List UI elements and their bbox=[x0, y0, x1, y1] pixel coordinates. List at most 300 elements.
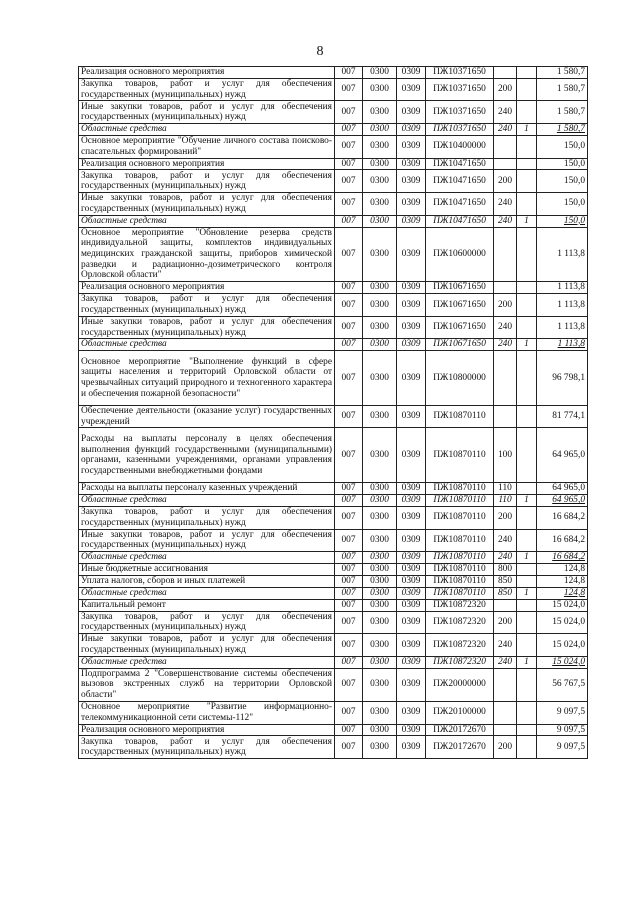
target-article: ПЖ10671650 bbox=[426, 339, 494, 351]
amount: 15 024,0 bbox=[537, 634, 588, 657]
table-row bbox=[79, 124, 588, 136]
subsection-code: 0309 bbox=[397, 736, 426, 759]
funding-source bbox=[517, 316, 537, 339]
expense-type bbox=[494, 227, 517, 282]
section-code: 0300 bbox=[363, 193, 397, 216]
section-code: 0300 bbox=[363, 506, 397, 529]
subsection-code: 0309 bbox=[397, 552, 426, 564]
ministry-code: 007 bbox=[335, 215, 363, 227]
section-code: 0300 bbox=[363, 495, 397, 507]
row-name: Основное мероприятие "Обновление резерва средств индивидуальной защиты, комплектов индивидуальных медицинских гражданской защиты, приборов химической разведки и радиационно-дозиметрического контроля Орловской области" bbox=[79, 227, 335, 282]
funding-source bbox=[517, 529, 537, 552]
expense-type bbox=[494, 158, 517, 170]
row-name: Иные закупки товаров, работ и услуг для обеспечения государственных (муниципальных) нужд bbox=[79, 193, 335, 216]
table-row bbox=[79, 634, 588, 657]
expense-type: 800 bbox=[494, 564, 517, 576]
funding-source bbox=[517, 170, 537, 193]
target-article: ПЖ10400000 bbox=[426, 135, 494, 158]
section-code: 0300 bbox=[363, 339, 397, 351]
target-article: ПЖ20172670 bbox=[426, 736, 494, 759]
table-row bbox=[79, 428, 588, 483]
table-row bbox=[79, 483, 588, 495]
ministry-code: 007 bbox=[335, 529, 363, 552]
expense-type: 240 bbox=[494, 656, 517, 668]
section-code: 0300 bbox=[363, 552, 397, 564]
section-code: 0300 bbox=[363, 67, 397, 79]
row-name: Реализация основного мероприятия bbox=[79, 67, 335, 79]
ministry-code: 007 bbox=[335, 405, 363, 428]
table-row bbox=[79, 193, 588, 216]
amount: 15 024,0 bbox=[537, 611, 588, 634]
section-code: 0300 bbox=[363, 316, 397, 339]
row-name: Иные бюджетные ассигнования bbox=[79, 564, 335, 576]
ministry-code: 007 bbox=[335, 227, 363, 282]
ministry-code: 007 bbox=[335, 282, 363, 294]
funding-source bbox=[517, 405, 537, 428]
amount: 1 580,7 bbox=[537, 101, 588, 124]
section-code: 0300 bbox=[363, 215, 397, 227]
subsection-code: 0309 bbox=[397, 227, 426, 282]
subsection-code: 0309 bbox=[397, 67, 426, 79]
subsection-code: 0309 bbox=[397, 724, 426, 736]
row-name: Расходы на выплаты персоналу в целях обеспечения выполнения функций государственными (муниципальными) органами, казенными учреждениями, органами управления государственными внебюджетными фондами bbox=[79, 428, 335, 483]
subsection-code: 0309 bbox=[397, 634, 426, 657]
row-name: Подпрограмма 2 "Совершенствование системы обеспечения вызовов экстренных служб на территории Орловской области" bbox=[79, 668, 335, 701]
table-row bbox=[79, 158, 588, 170]
expense-type: 850 bbox=[494, 575, 517, 587]
target-article: ПЖ20100000 bbox=[426, 701, 494, 724]
expense-type: 200 bbox=[494, 611, 517, 634]
table-row bbox=[79, 495, 588, 507]
row-name: Реализация основного мероприятия bbox=[79, 724, 335, 736]
row-name: Закупка товаров, работ и услуг для обеспечения государственных (муниципальных) нужд bbox=[79, 506, 335, 529]
section-code: 0300 bbox=[363, 227, 397, 282]
funding-source bbox=[517, 564, 537, 576]
ministry-code: 007 bbox=[335, 483, 363, 495]
ministry-code: 007 bbox=[335, 564, 363, 576]
row-name: Закупка товаров, работ и услуг для обеспечения государственных (муниципальных) нужд bbox=[79, 170, 335, 193]
amount: 15 024,0 bbox=[537, 656, 588, 668]
ministry-code: 007 bbox=[335, 599, 363, 611]
ministry-code: 007 bbox=[335, 587, 363, 599]
table-row bbox=[79, 67, 588, 79]
funding-source bbox=[517, 67, 537, 79]
subsection-code: 0309 bbox=[397, 215, 426, 227]
funding-source bbox=[517, 135, 537, 158]
ministry-code: 007 bbox=[335, 495, 363, 507]
ministry-code: 007 bbox=[335, 294, 363, 317]
subsection-code: 0309 bbox=[397, 316, 426, 339]
amount: 81 774,1 bbox=[537, 405, 588, 428]
table-row bbox=[79, 294, 588, 317]
ministry-code: 007 bbox=[335, 611, 363, 634]
subsection-code: 0309 bbox=[397, 405, 426, 428]
ministry-code: 007 bbox=[335, 193, 363, 216]
expense-type: 240 bbox=[494, 634, 517, 657]
target-article: ПЖ10870110 bbox=[426, 506, 494, 529]
table-row bbox=[79, 78, 588, 101]
table-row bbox=[79, 736, 588, 759]
subsection-code: 0309 bbox=[397, 158, 426, 170]
amount: 150,0 bbox=[537, 170, 588, 193]
ministry-code: 007 bbox=[335, 634, 363, 657]
target-article: ПЖ10872320 bbox=[426, 599, 494, 611]
amount: 9 097,5 bbox=[537, 701, 588, 724]
table-row bbox=[79, 575, 588, 587]
subsection-code: 0309 bbox=[397, 564, 426, 576]
section-code: 0300 bbox=[363, 124, 397, 136]
subsection-code: 0309 bbox=[397, 483, 426, 495]
funding-source bbox=[517, 575, 537, 587]
subsection-code: 0309 bbox=[397, 351, 426, 406]
expense-type bbox=[494, 67, 517, 79]
row-name: Областные средства bbox=[79, 552, 335, 564]
target-article: ПЖ20172670 bbox=[426, 724, 494, 736]
target-article: ПЖ10471650 bbox=[426, 193, 494, 216]
funding-source bbox=[517, 428, 537, 483]
funding-source bbox=[517, 158, 537, 170]
table-row bbox=[79, 656, 588, 668]
row-name: Областные средства bbox=[79, 495, 335, 507]
row-name: Иные закупки товаров, работ и услуг для обеспечения государственных (муниципальных) нужд bbox=[79, 316, 335, 339]
funding-source: 1 bbox=[517, 339, 537, 351]
subsection-code: 0309 bbox=[397, 282, 426, 294]
table-row bbox=[79, 405, 588, 428]
subsection-code: 0309 bbox=[397, 495, 426, 507]
ministry-code: 007 bbox=[335, 170, 363, 193]
section-code: 0300 bbox=[363, 736, 397, 759]
table-row bbox=[79, 316, 588, 339]
target-article: ПЖ10872320 bbox=[426, 611, 494, 634]
subsection-code: 0309 bbox=[397, 611, 426, 634]
subsection-code: 0309 bbox=[397, 101, 426, 124]
row-name: Областные средства bbox=[79, 587, 335, 599]
section-code: 0300 bbox=[363, 668, 397, 701]
target-article: ПЖ10872320 bbox=[426, 634, 494, 657]
amount: 1 113,8 bbox=[537, 316, 588, 339]
amount: 1 113,8 bbox=[537, 227, 588, 282]
target-article: ПЖ10870110 bbox=[426, 483, 494, 495]
target-article: ПЖ10870110 bbox=[426, 405, 494, 428]
table-body bbox=[79, 67, 588, 759]
ministry-code: 007 bbox=[335, 668, 363, 701]
row-name: Областные средства bbox=[79, 215, 335, 227]
funding-source bbox=[517, 724, 537, 736]
row-name: Закупка товаров, работ и услуг для обеспечения государственных (муниципальных) нужд bbox=[79, 294, 335, 317]
target-article: ПЖ10471650 bbox=[426, 170, 494, 193]
ministry-code: 007 bbox=[335, 67, 363, 79]
ministry-code: 007 bbox=[335, 339, 363, 351]
expense-type: 240 bbox=[494, 193, 517, 216]
ministry-code: 007 bbox=[335, 316, 363, 339]
section-code: 0300 bbox=[363, 405, 397, 428]
subsection-code: 0309 bbox=[397, 339, 426, 351]
funding-source: 1 bbox=[517, 124, 537, 136]
target-article: ПЖ10371650 bbox=[426, 101, 494, 124]
subsection-code: 0309 bbox=[397, 294, 426, 317]
table-row bbox=[79, 552, 588, 564]
target-article: ПЖ10870110 bbox=[426, 564, 494, 576]
table-row bbox=[79, 611, 588, 634]
table-row bbox=[79, 506, 588, 529]
ministry-code: 007 bbox=[335, 736, 363, 759]
section-code: 0300 bbox=[363, 656, 397, 668]
amount: 1 113,8 bbox=[537, 282, 588, 294]
target-article: ПЖ10371650 bbox=[426, 124, 494, 136]
expense-type: 200 bbox=[494, 506, 517, 529]
amount: 150,0 bbox=[537, 193, 588, 216]
subsection-code: 0309 bbox=[397, 668, 426, 701]
target-article: ПЖ20000000 bbox=[426, 668, 494, 701]
ministry-code: 007 bbox=[335, 656, 363, 668]
target-article: ПЖ10471650 bbox=[426, 215, 494, 227]
budget-table bbox=[78, 66, 588, 759]
ministry-code: 007 bbox=[335, 552, 363, 564]
ministry-code: 007 bbox=[335, 575, 363, 587]
ministry-code: 007 bbox=[335, 506, 363, 529]
section-code: 0300 bbox=[363, 282, 397, 294]
expense-type: 100 bbox=[494, 428, 517, 483]
table-row bbox=[79, 564, 588, 576]
ministry-code: 007 bbox=[335, 135, 363, 158]
amount: 96 798,1 bbox=[537, 351, 588, 406]
amount: 64 965,0 bbox=[537, 495, 588, 507]
expense-type: 240 bbox=[494, 101, 517, 124]
row-name: Расходы на выплаты персоналу казенных учреждений bbox=[79, 483, 335, 495]
table-row bbox=[79, 170, 588, 193]
table-row bbox=[79, 529, 588, 552]
funding-source: 1 bbox=[517, 552, 537, 564]
funding-source bbox=[517, 634, 537, 657]
expense-type: 240 bbox=[494, 124, 517, 136]
subsection-code: 0309 bbox=[397, 78, 426, 101]
funding-source bbox=[517, 736, 537, 759]
row-name: Областные средства bbox=[79, 656, 335, 668]
target-article: ПЖ10671650 bbox=[426, 294, 494, 317]
target-article: ПЖ10471650 bbox=[426, 158, 494, 170]
expense-type: 240 bbox=[494, 529, 517, 552]
funding-source bbox=[517, 227, 537, 282]
subsection-code: 0309 bbox=[397, 587, 426, 599]
target-article: ПЖ10870110 bbox=[426, 575, 494, 587]
expense-type bbox=[494, 135, 517, 158]
ministry-code: 007 bbox=[335, 78, 363, 101]
row-name: Иные закупки товаров, работ и услуг для обеспечения государственных (муниципальных) нужд bbox=[79, 101, 335, 124]
amount: 124,8 bbox=[537, 564, 588, 576]
subsection-code: 0309 bbox=[397, 529, 426, 552]
section-code: 0300 bbox=[363, 135, 397, 158]
target-article: ПЖ10671650 bbox=[426, 316, 494, 339]
expense-type: 240 bbox=[494, 316, 517, 339]
expense-type: 110 bbox=[494, 483, 517, 495]
section-code: 0300 bbox=[363, 101, 397, 124]
funding-source bbox=[517, 611, 537, 634]
amount: 150,0 bbox=[537, 215, 588, 227]
subsection-code: 0309 bbox=[397, 575, 426, 587]
section-code: 0300 bbox=[363, 599, 397, 611]
table-row bbox=[79, 599, 588, 611]
row-name: Областные средства bbox=[79, 124, 335, 136]
table-row bbox=[79, 135, 588, 158]
section-code: 0300 bbox=[363, 483, 397, 495]
expense-type: 200 bbox=[494, 294, 517, 317]
amount: 64 965,0 bbox=[537, 428, 588, 483]
table-row bbox=[79, 215, 588, 227]
target-article: ПЖ10870110 bbox=[426, 587, 494, 599]
section-code: 0300 bbox=[363, 294, 397, 317]
amount: 1 580,7 bbox=[537, 67, 588, 79]
funding-source: 1 bbox=[517, 495, 537, 507]
expense-type bbox=[494, 599, 517, 611]
amount: 1 113,8 bbox=[537, 294, 588, 317]
row-name: Закупка товаров, работ и услуг для обеспечения государственных (муниципальных) нужд bbox=[79, 736, 335, 759]
row-name: Иные закупки товаров, работ и услуг для обеспечения государственных (муниципальных) нужд bbox=[79, 529, 335, 552]
expense-type: 850 bbox=[494, 587, 517, 599]
amount: 124,8 bbox=[537, 575, 588, 587]
target-article: ПЖ10371650 bbox=[426, 67, 494, 79]
expense-type: 240 bbox=[494, 552, 517, 564]
ministry-code: 007 bbox=[335, 124, 363, 136]
funding-source bbox=[517, 701, 537, 724]
expense-type: 240 bbox=[494, 339, 517, 351]
amount: 150,0 bbox=[537, 135, 588, 158]
subsection-code: 0309 bbox=[397, 656, 426, 668]
amount: 1 580,7 bbox=[537, 78, 588, 101]
funding-source bbox=[517, 193, 537, 216]
section-code: 0300 bbox=[363, 158, 397, 170]
expense-type bbox=[494, 668, 517, 701]
amount: 150,0 bbox=[537, 158, 588, 170]
row-name: Реализация основного мероприятия bbox=[79, 158, 335, 170]
amount: 64 965,0 bbox=[537, 483, 588, 495]
ministry-code: 007 bbox=[335, 101, 363, 124]
funding-source bbox=[517, 668, 537, 701]
expense-type bbox=[494, 701, 517, 724]
ministry-code: 007 bbox=[335, 351, 363, 406]
expense-type: 240 bbox=[494, 215, 517, 227]
funding-source: 1 bbox=[517, 587, 537, 599]
row-name: Реализация основного мероприятия bbox=[79, 282, 335, 294]
section-code: 0300 bbox=[363, 428, 397, 483]
subsection-code: 0309 bbox=[397, 124, 426, 136]
ministry-code: 007 bbox=[335, 428, 363, 483]
subsection-code: 0309 bbox=[397, 428, 426, 483]
funding-source bbox=[517, 78, 537, 101]
subsection-code: 0309 bbox=[397, 170, 426, 193]
funding-source bbox=[517, 294, 537, 317]
expense-type bbox=[494, 351, 517, 406]
funding-source bbox=[517, 599, 537, 611]
expense-type: 200 bbox=[494, 736, 517, 759]
row-name: Закупка товаров, работ и услуг для обеспечения государственных (муниципальных) нужд bbox=[79, 78, 335, 101]
section-code: 0300 bbox=[363, 529, 397, 552]
table-row bbox=[79, 351, 588, 406]
funding-source bbox=[517, 351, 537, 406]
section-code: 0300 bbox=[363, 724, 397, 736]
amount: 1 113,8 bbox=[537, 339, 588, 351]
table-row bbox=[79, 282, 588, 294]
amount: 9 097,5 bbox=[537, 736, 588, 759]
section-code: 0300 bbox=[363, 587, 397, 599]
row-name: Обеспечение деятельности (оказание услуг) государственных учреждений bbox=[79, 405, 335, 428]
ministry-code: 007 bbox=[335, 724, 363, 736]
target-article: ПЖ10371650 bbox=[426, 78, 494, 101]
row-name: Капитальный ремонт bbox=[79, 599, 335, 611]
amount: 16 684,2 bbox=[537, 506, 588, 529]
table-row bbox=[79, 339, 588, 351]
target-article: ПЖ10870110 bbox=[426, 552, 494, 564]
amount: 124,8 bbox=[537, 587, 588, 599]
amount: 16 684,2 bbox=[537, 552, 588, 564]
section-code: 0300 bbox=[363, 611, 397, 634]
table-row bbox=[79, 668, 588, 701]
section-code: 0300 bbox=[363, 575, 397, 587]
subsection-code: 0309 bbox=[397, 701, 426, 724]
amount: 16 684,2 bbox=[537, 529, 588, 552]
expense-type: 200 bbox=[494, 170, 517, 193]
subsection-code: 0309 bbox=[397, 599, 426, 611]
page-number: 8 bbox=[316, 44, 324, 59]
amount: 15 024,0 bbox=[537, 599, 588, 611]
funding-source bbox=[517, 483, 537, 495]
row-name: Иные закупки товаров, работ и услуг для обеспечения государственных (муниципальных) нужд bbox=[79, 634, 335, 657]
row-name: Областные средства bbox=[79, 339, 335, 351]
section-code: 0300 bbox=[363, 634, 397, 657]
ministry-code: 007 bbox=[335, 158, 363, 170]
subsection-code: 0309 bbox=[397, 506, 426, 529]
ministry-code: 007 bbox=[335, 701, 363, 724]
section-code: 0300 bbox=[363, 564, 397, 576]
expense-type: 200 bbox=[494, 78, 517, 101]
section-code: 0300 bbox=[363, 701, 397, 724]
row-name: Основное мероприятие "Обучение личного состава поисково-спасательных формирований" bbox=[79, 135, 335, 158]
target-article: ПЖ10800000 bbox=[426, 351, 494, 406]
target-article: ПЖ10870110 bbox=[426, 495, 494, 507]
funding-source bbox=[517, 282, 537, 294]
target-article: ПЖ10671650 bbox=[426, 282, 494, 294]
funding-source bbox=[517, 506, 537, 529]
target-article: ПЖ10872320 bbox=[426, 656, 494, 668]
section-code: 0300 bbox=[363, 78, 397, 101]
target-article: ПЖ10600000 bbox=[426, 227, 494, 282]
expense-type: 110 bbox=[494, 495, 517, 507]
amount: 9 097,5 bbox=[537, 724, 588, 736]
expense-type bbox=[494, 282, 517, 294]
row-name: Основное мероприятие "Выполнение функций в сфере защиты населения и территорий Орловской области от чрезвычайных ситуаций природного и техногенного характера и обеспечения пожарной безопасности" bbox=[79, 351, 335, 406]
funding-source bbox=[517, 101, 537, 124]
amount: 56 767,5 bbox=[537, 668, 588, 701]
funding-source: 1 bbox=[517, 215, 537, 227]
row-name: Уплата налогов, сборов и иных платежей bbox=[79, 575, 335, 587]
section-code: 0300 bbox=[363, 170, 397, 193]
table-row bbox=[79, 101, 588, 124]
row-name: Закупка товаров, работ и услуг для обеспечения государственных (муниципальных) нужд bbox=[79, 611, 335, 634]
amount: 1 580,7 bbox=[537, 124, 588, 136]
table-row bbox=[79, 701, 588, 724]
expense-type bbox=[494, 405, 517, 428]
section-code: 0300 bbox=[363, 351, 397, 406]
row-name: Основное мероприятие "Развитие информационно-телекоммуникационной сети системы-112" bbox=[79, 701, 335, 724]
table-row bbox=[79, 724, 588, 736]
funding-source: 1 bbox=[517, 656, 537, 668]
table-row bbox=[79, 587, 588, 599]
subsection-code: 0309 bbox=[397, 135, 426, 158]
target-article: ПЖ10870110 bbox=[426, 529, 494, 552]
table-row bbox=[79, 227, 588, 282]
subsection-code: 0309 bbox=[397, 193, 426, 216]
target-article: ПЖ10870110 bbox=[426, 428, 494, 483]
expense-type bbox=[494, 724, 517, 736]
